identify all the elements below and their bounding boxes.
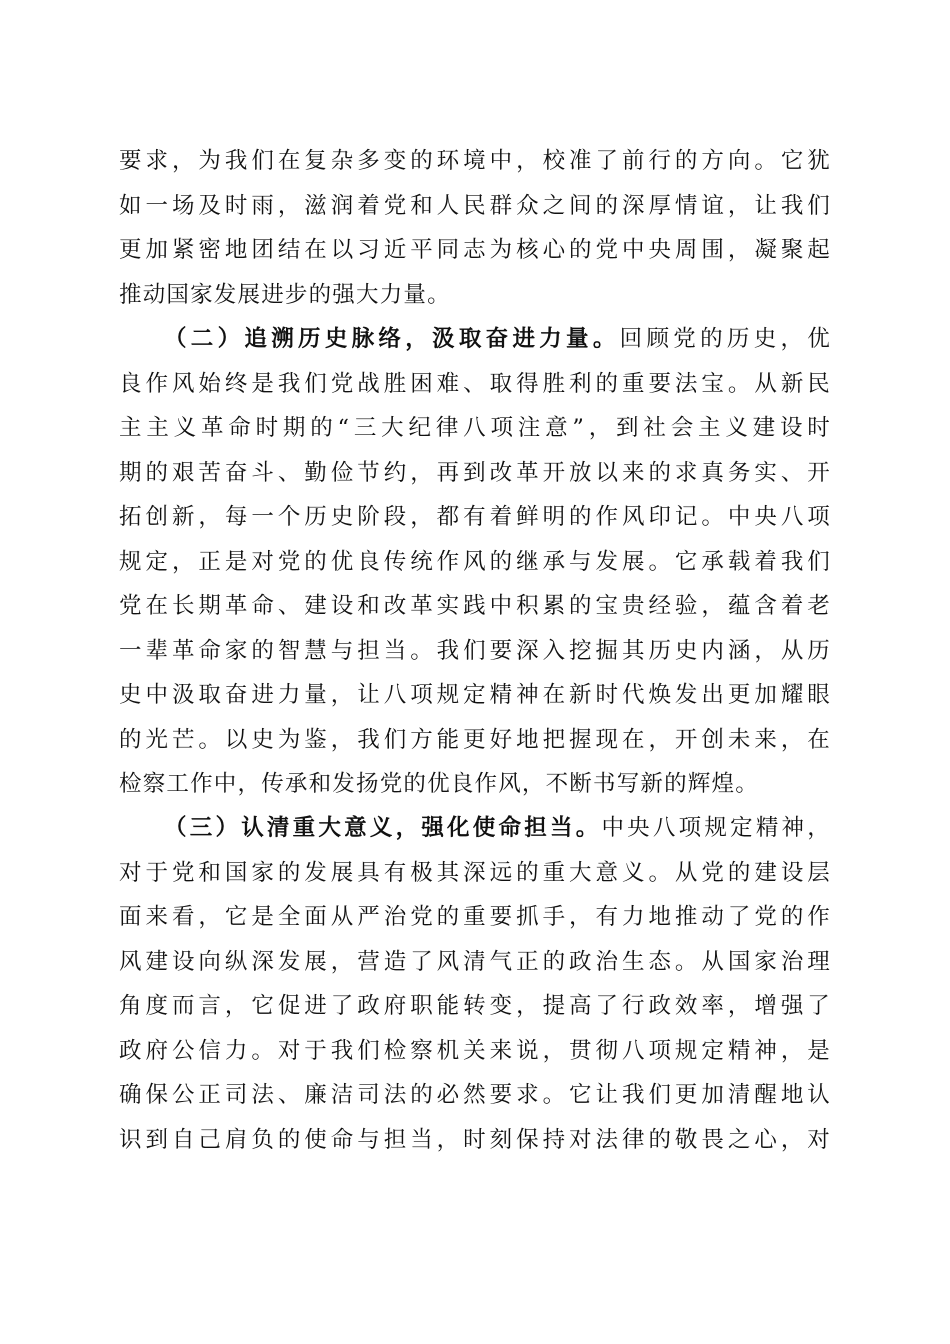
text-line: 史中汲取奋进力量，让八项规定精神在新时代焕发出更加耀眼: [119, 682, 831, 708]
text-line: 拓创新，每一个历史阶段，都有着鲜明的作风印记。中央八项: [119, 504, 831, 530]
text-line: 的光芒。以史为鉴，我们方能更好地把握现在，开创未来，在: [119, 726, 831, 753]
text-line: 期的艰苦奋斗、勤俭节约，再到改革开放以来的求真务实、开: [119, 459, 831, 486]
text-line: 一辈革命家的智慧与担当。我们要深入挖掘其历史内涵，从历: [119, 637, 831, 664]
text-line: 对于党和国家的发展具有极其深远的重大意义。从党的建设层: [119, 859, 831, 886]
section-heading: （三）认清重大意义，强化使命担当。: [164, 815, 602, 841]
paragraph-first-line: [119, 317, 831, 362]
text-line: 检察工作中，传承和发扬党的优良作风，不断书写新的辉煌。: [119, 771, 759, 797]
paragraph-1: [119, 139, 831, 317]
paragraph-3: [119, 806, 831, 1162]
text-line: 政府公信力。对于我们检察机关来说，贯彻八项规定精神，是: [119, 1037, 831, 1064]
text-line: 角度而言，它促进了政府职能转变，提高了行政效率，增强了: [119, 993, 831, 1019]
text-line: 推动国家发展进步的强大力量。: [119, 281, 451, 308]
text-line: 规定，正是对党的优良传统作风的继承与发展。它承载着我们: [119, 548, 831, 575]
text-line: 更加紧密地团结在以习近平同志为核心的党中央周围，凝聚起: [119, 237, 831, 263]
text-line: 要求，为我们在复杂多变的环境中，校准了前行的方向。它犹: [119, 148, 831, 174]
text-run: 中央八项规定精神，: [601, 815, 831, 841]
text-line: 如一场及时雨，滋润着党和人民群众之间的深厚情谊，让我们: [119, 192, 831, 219]
text-line: 识到自己肩负的使命与担当，时刻保持对法律的敬畏之心，对: [119, 1126, 831, 1153]
text-line: 确保公正司法、廉洁司法的必然要求。它让我们更加清醒地认: [119, 1082, 831, 1108]
text-line: 良作风始终是我们党战胜困难、取得胜利的重要法宝。从新民: [119, 370, 831, 397]
text-line: 主主义革命时期的“三大纪律八项注意”，到社会主义建设时: [119, 415, 831, 441]
paragraph-2: [119, 317, 831, 807]
text-line: 风建设向纵深发展，营造了风清气正的政治生态。从国家治理: [119, 948, 831, 975]
paragraph-first-line: [119, 806, 831, 851]
text-line: 党在长期革命、建设和改革实践中积累的宝贵经验，蕴含着老: [119, 593, 831, 619]
section-heading: （二）追溯历史脉络，汲取奋进力量。: [164, 326, 620, 352]
text-line: 面来看，它是全面从严治党的重要抓手，有力地推动了党的作: [119, 904, 831, 930]
text-run: 回顾党的历史，优: [619, 326, 831, 352]
